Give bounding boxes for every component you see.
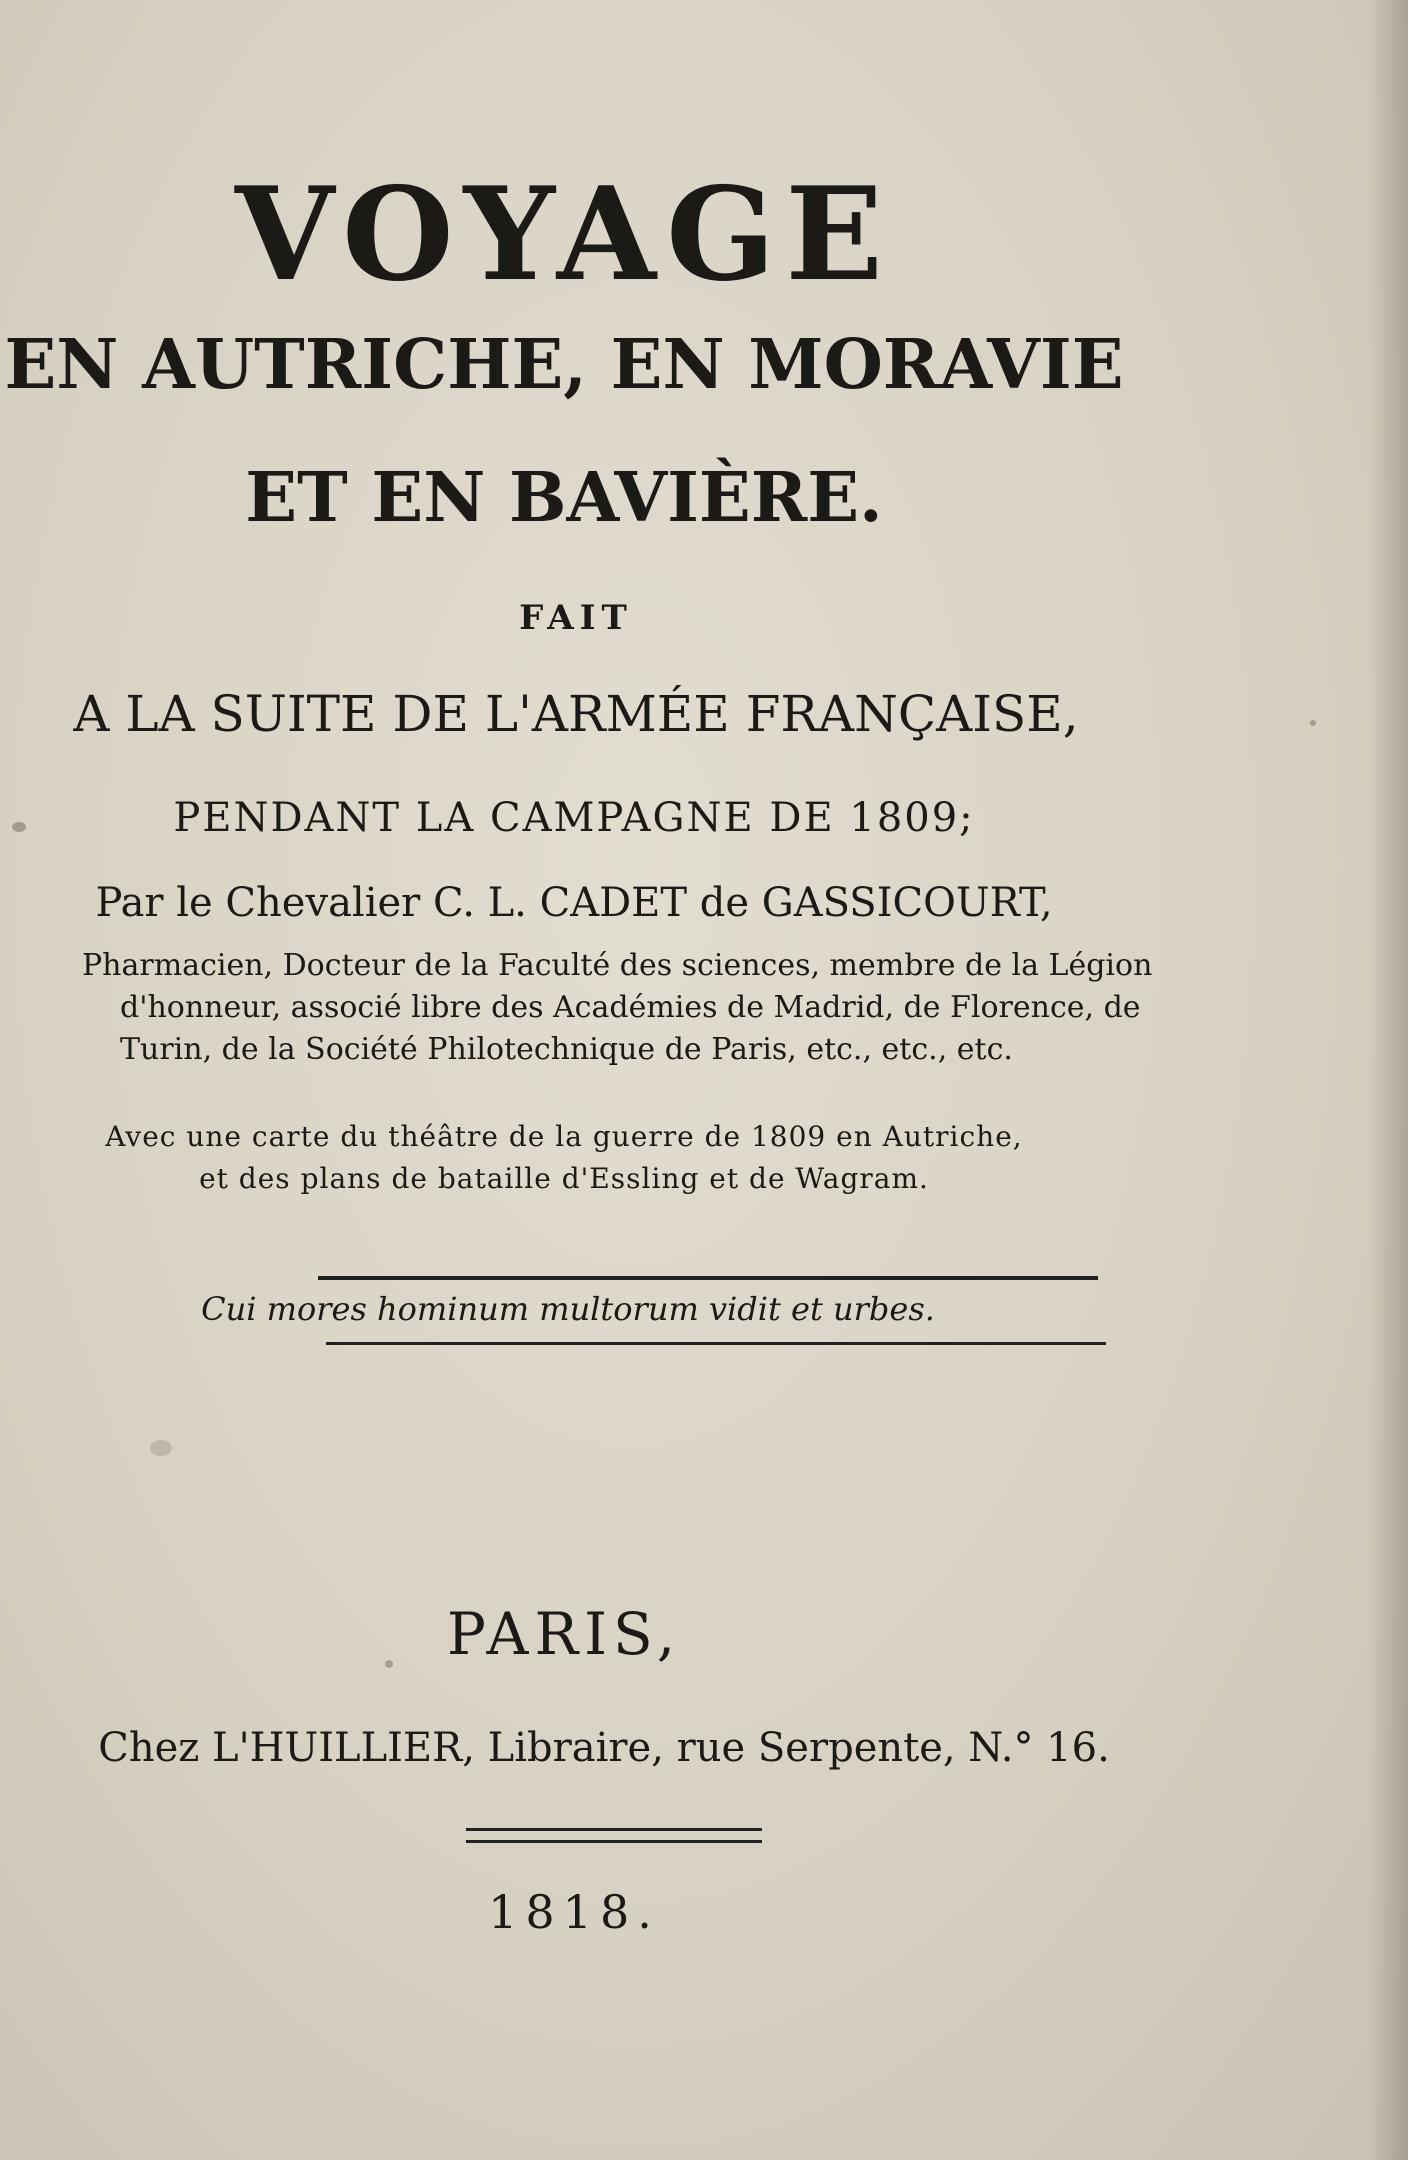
paper-speck	[1310, 720, 1316, 726]
imprint-publisher: Chez L'HUILLIER, Libraire, rue Serpente, N.° 16.	[98, 1725, 1110, 1771]
paper-speck	[12, 822, 26, 832]
imprint-city: PARIS,	[446, 1600, 682, 1668]
fait-line: FAIT	[519, 598, 633, 638]
map-note-line-2: et des plans de bataille d'Essling et de Wagram.	[199, 1162, 929, 1195]
credentials-line-1: Pharmacien, Docteur de la Faculté des sciences, membre de la Légion	[82, 948, 1153, 983]
book-title: VOYAGE	[235, 160, 893, 310]
subtitle-line-2: ET EN BAVIÈRE.	[245, 458, 883, 538]
author-line: Par le Chevalier C. L. CADET de GASSICOURT,	[95, 880, 1053, 926]
credentials-line-2: d'honneur, associé libre des Académies de Madrid, de Florence, de	[120, 990, 1141, 1025]
suite-line: A LA SUITE DE L'ARMÉE FRANÇAISE,	[73, 685, 1079, 743]
motto-rule-top	[318, 1276, 1098, 1280]
motto-rule-bottom	[326, 1342, 1106, 1345]
motto: Cui mores hominum multorum vidit et urbes.	[201, 1290, 935, 1328]
imprint-rule-top	[466, 1828, 762, 1831]
map-note-line-1: Avec une carte du théâtre de la guerre de 1809 en Autriche,	[105, 1120, 1023, 1153]
imprint-rule-bottom	[466, 1840, 762, 1843]
page-edge-shadow	[1368, 0, 1408, 2160]
imprint-year: 1818.	[488, 1885, 660, 1939]
campaign-line: PENDANT LA CAMPAGNE DE 1809;	[173, 795, 975, 841]
subtitle-line-1: EN AUTRICHE, EN MORAVIE	[4, 325, 1124, 405]
paper-speck	[150, 1440, 172, 1456]
paper-speck	[385, 1660, 393, 1668]
credentials-line-3: Turin, de la Société Philotechnique de Paris, etc., etc., etc.	[120, 1032, 1013, 1067]
